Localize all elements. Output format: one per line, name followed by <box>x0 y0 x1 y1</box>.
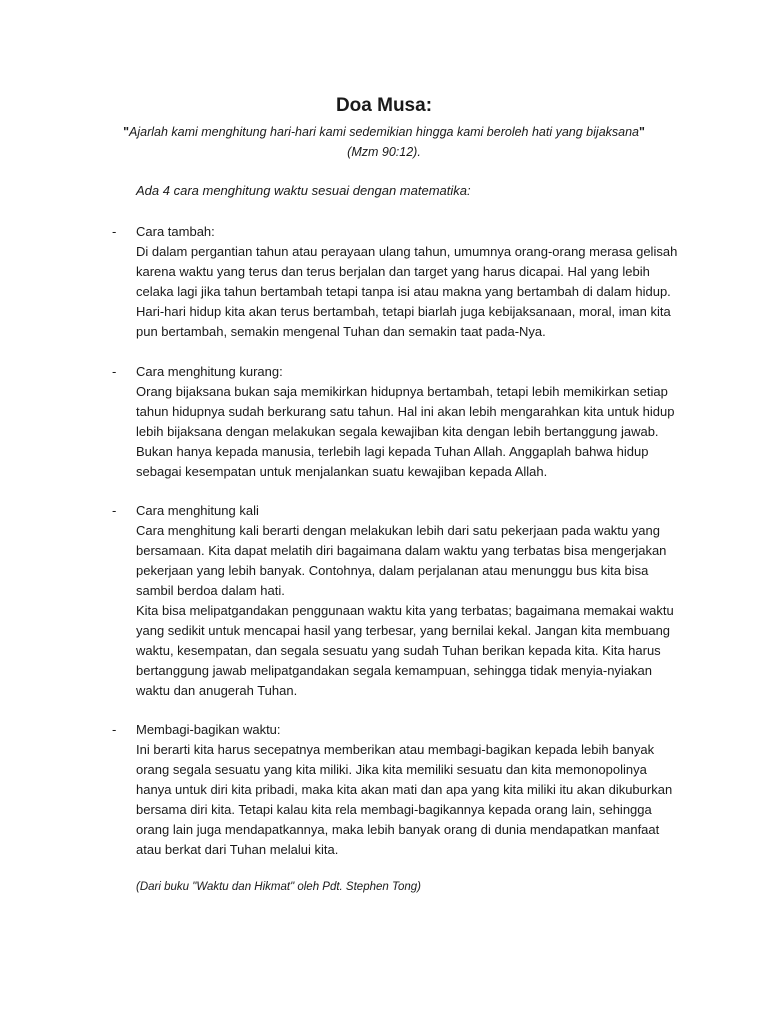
body-line: atau berkat dari Tuhan melalui kita. <box>136 842 339 857</box>
body-line: tahun hidupnya sudah berkurang satu tahun. Hal ini akan lebih mengarahkan kita untuk hidup <box>136 404 675 419</box>
section-cara-kali <box>112 501 672 701</box>
quote-open-mark: " <box>123 125 129 139</box>
bullet-marker: - <box>112 722 117 737</box>
body-line: celaka lagi jika tahun bertambah tetapi tanpa isi atau makna yang bertambah di dalam hidup. <box>136 284 671 299</box>
intro-text: Ada 4 cara menghitung waktu sesuai dengan matematika: <box>136 183 471 198</box>
body-line: pekerjaan yang lebih banyak. Contohnya, dalam perjalanan atau menunggu bus kita bisa <box>136 563 649 578</box>
body-line: lebih bijaksana dengan melakukan segala kewajiban kita dengan lebih bertanggung jawab. <box>136 424 659 439</box>
body-line: waktu dan anugerah Tuhan. <box>136 683 298 698</box>
section-cara-tambah <box>112 222 678 342</box>
section-heading: Membagi-bagikan waktu: <box>136 722 281 737</box>
body-line: Di dalam pergantian tahun atau perayaan ulang tahun, umumnya orang-orang merasa gelisah <box>136 244 678 259</box>
body-line: bersamaan. Kita dapat melatih diri bagaimana dalam waktu yang terbatas bisa mengerjakan <box>136 543 667 558</box>
body-line: bertanggung jawab melipatgandakan segala kemampuan, sehingga tidak menyia-nyiakan <box>136 663 653 678</box>
body-line: Orang bijaksana bukan saja memikirkan hidupnya bertambah, tetapi lebih memikirkan setiap <box>136 384 668 399</box>
body-line: hanya untuk diri kita pribadi, maka kita akan mati dan apa yang kita miliki itu akan dikuburkan <box>136 782 673 797</box>
section-heading: Cara menghitung kurang: <box>136 364 283 379</box>
section-cara-kurang <box>112 362 675 482</box>
bible-reference: (Mzm 90:12). <box>347 145 421 159</box>
body-line: bersama diri kita. Tetapi kalau kita rela membagi-bagikannya kepada orang lain, sehingga <box>136 802 652 817</box>
body-line: sebagai kesempatan untuk menjalankan suatu kewajiban kepada Allah. <box>136 464 548 479</box>
bible-quote <box>100 122 668 142</box>
body-line: orang lain juga mendapatkannya, maka lebih banyak orang di dunia mendapatkan manfaat <box>136 822 660 837</box>
source-citation: (Dari buku "Waktu dan Hikmat" oleh Pdt. Stephen Tong) <box>136 881 421 893</box>
body-line: Cara menghitung kali berarti dengan melakukan lebih dari satu pekerjaan pada waktu yang <box>136 523 660 538</box>
body-line: Hari-hari hidup kita akan terus bertambah, tetapi biarlah juga kebijaksanaan, moral, iman kita <box>136 304 671 319</box>
body-line: yang sedikit untuk mencapai hasil yang terbesar, yang bernilai kekal. Jangan kita membuang <box>136 623 671 638</box>
section-body <box>136 740 672 860</box>
body-line: pun bertambah, semakin mengenal Tuhan dan semakin taat pada-Nya. <box>136 324 546 339</box>
section-heading: Cara tambah: <box>136 224 215 239</box>
body-line: Ini berarti kita harus secepatnya memberikan atau membagi-bagikan kepada lebih banyak <box>136 742 655 757</box>
section-body <box>136 521 672 701</box>
page-title: Doa Musa: <box>335 95 433 116</box>
quote-close-mark: " <box>639 125 645 139</box>
body-line: karena waktu yang terus dan terus berjalan dan target yang harus dicapai. Hal yang lebih <box>136 264 650 279</box>
quote-text: Ajarlah kami menghitung hari-hari kami sedemikian hingga kami beroleh hati yang bijaksana <box>129 125 639 139</box>
section-heading: Cara menghitung kali <box>136 503 259 518</box>
body-line: orang segala sesuatu yang kita miliki. Jika kita memiliki sesuatu dan kita memonopolinya <box>136 762 647 777</box>
section-body <box>136 242 678 342</box>
body-line: sambil berdoa dalam hati. <box>136 583 285 598</box>
body-line: Bukan hanya kepada manusia, terlebih lagi kepada Tuhan Allah. Anggaplah bahwa hidup <box>136 444 649 459</box>
section-body <box>136 382 675 482</box>
bullet-marker: - <box>112 364 117 379</box>
body-line: waktu, kesempatan, dan segala sesuatu yang sudah Tuhan berikan kepada kita. Kita harus <box>136 643 661 658</box>
body-line: Kita bisa melipatgandakan penggunaan waktu kita yang terbatas; bagaimana memakai waktu <box>136 603 674 618</box>
bullet-marker: - <box>112 224 117 239</box>
bullet-marker: - <box>112 503 117 518</box>
section-membagi-bagikan <box>112 720 672 860</box>
